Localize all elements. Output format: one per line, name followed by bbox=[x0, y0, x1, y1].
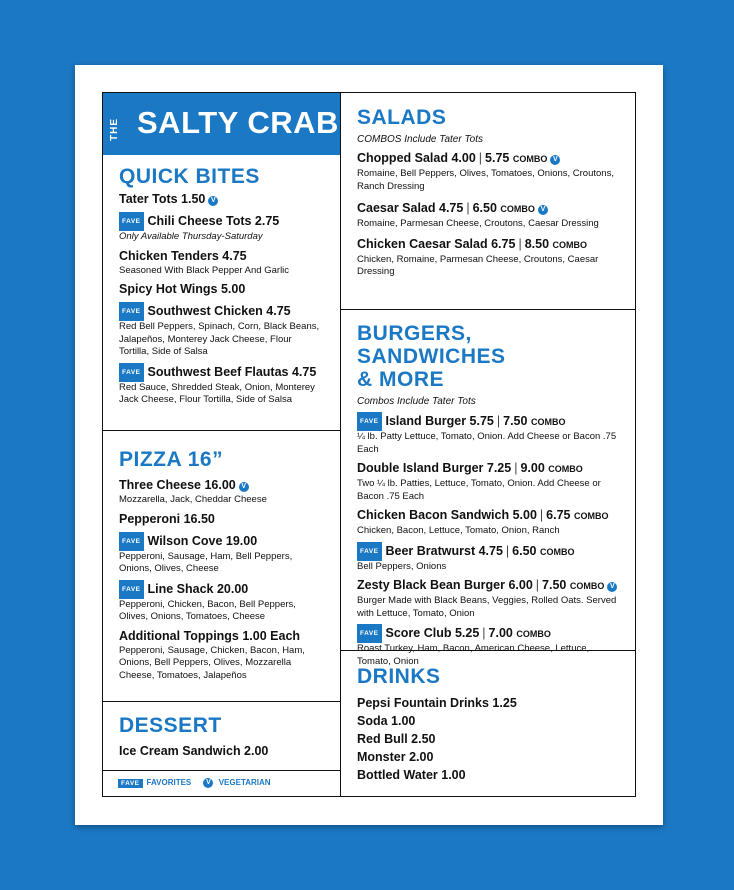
salads-note: COMBOS Include Tater Tots bbox=[357, 134, 483, 145]
menu-item bbox=[119, 511, 324, 528]
divider bbox=[103, 430, 340, 431]
separator: | bbox=[535, 578, 540, 592]
legend bbox=[118, 778, 271, 788]
item-desc: Pepperoni, Sausage, Ham, Bell Peppers, Onions, Olives, Cheese bbox=[119, 550, 293, 574]
item-desc: Romaine, Bell Peppers, Olives, Tomatoes, Onions, Croutons, Ranch Dressing bbox=[357, 168, 614, 192]
item-desc: Chicken, Romaine, Parmesan Cheese, Croutons, Caesar Dressing bbox=[357, 253, 599, 277]
legend-favorites: FAVORITES bbox=[146, 778, 192, 787]
item-desc: Two ¼ lb. Patties, Lettuce, Tomato, Onion. Add Cheese or Bacon .75 Each bbox=[357, 478, 601, 502]
fave-icon: FAVE bbox=[118, 779, 143, 788]
brand-the: THE bbox=[109, 118, 120, 141]
item-note: Only Available Thursday-Saturday bbox=[119, 231, 263, 242]
vegetarian-icon: V bbox=[208, 196, 218, 206]
menu-item bbox=[357, 507, 619, 538]
item-name: Chopped Salad 4.00 bbox=[357, 151, 476, 165]
item-name: Spicy Hot Wings 5.00 bbox=[119, 282, 246, 296]
menu-page bbox=[75, 65, 663, 825]
combo-label: COMBO bbox=[569, 581, 605, 591]
combo-price: 7.00 bbox=[488, 626, 513, 640]
dessert-section bbox=[103, 714, 340, 760]
item-desc: Red Sauce, Shredded Steak, Onion, Monterey Jack Cheese, Flour Tortilla, Side of Salsa bbox=[119, 381, 315, 405]
drink-item: Bottled Water 1.00 bbox=[357, 768, 466, 782]
combo-label: COMBO bbox=[548, 464, 583, 474]
menu-item bbox=[357, 624, 619, 668]
fave-icon: FAVE bbox=[119, 212, 144, 231]
fave-icon: FAVE bbox=[357, 542, 382, 561]
item-name: Double Island Burger 7.25 bbox=[357, 461, 512, 475]
item-desc: Mozzarella, Jack, Cheddar Cheese bbox=[119, 494, 267, 505]
item-name: Island Burger 5.75 bbox=[385, 414, 494, 428]
item-name: Ice Cream Sandwich 2.00 bbox=[119, 744, 269, 758]
fave-icon: FAVE bbox=[119, 580, 144, 599]
brand-banner bbox=[103, 93, 340, 155]
item-desc: Red Bell Peppers, Spinach, Corn, Black Beans, Jalapeños, Monterey Jack Cheese, Flour Tortilla, Side of Salsa bbox=[119, 321, 320, 357]
drinks-section bbox=[341, 665, 635, 784]
combo-label: COMBO bbox=[540, 546, 575, 557]
left-column bbox=[103, 93, 341, 796]
vegetarian-icon: V bbox=[550, 155, 560, 165]
item-name: Score Club 5.25 bbox=[385, 626, 480, 640]
menu-item bbox=[119, 628, 324, 683]
item-name: Zesty Black Bean Burger 6.00 bbox=[357, 578, 533, 592]
item-desc: ¼ lb. Patty Lettuce, Tomato, Onion. Add Cheese or Bacon .75 Each bbox=[357, 431, 617, 455]
menu-item bbox=[357, 412, 619, 456]
item-desc: Burger Made with Black Beans, Veggies, Rolled Oats. Served with Lettuce, Tomato, Onion bbox=[357, 595, 617, 619]
menu-item bbox=[119, 580, 324, 624]
item-desc: Chicken, Bacon, Lettuce, Tomato, Onion, Ranch bbox=[357, 525, 560, 536]
item-name: Wilson Cove 19.00 bbox=[147, 533, 258, 548]
burgers-title-line2: & MORE bbox=[357, 368, 444, 391]
item-desc: Romaine, Parmesan Cheese, Croutons, Caesar Dressing bbox=[357, 218, 599, 229]
right-column bbox=[341, 93, 635, 796]
menu-item bbox=[119, 532, 324, 576]
divider bbox=[341, 309, 635, 310]
item-name: Three Cheese 16.00 bbox=[119, 478, 236, 492]
quick-bites-title: QUICK BITES bbox=[119, 165, 260, 188]
item-name: Chili Cheese Tots 2.75 bbox=[147, 214, 280, 228]
menu-item bbox=[357, 542, 619, 574]
menu-item bbox=[119, 743, 324, 760]
separator: | bbox=[505, 543, 510, 558]
item-name: Chicken Tenders 4.75 bbox=[119, 248, 247, 263]
combo-label: COMBO bbox=[500, 204, 535, 214]
menu-item bbox=[119, 302, 324, 359]
drink-item: Monster 2.00 bbox=[357, 750, 434, 764]
item-name: Chicken Caesar Salad 6.75 bbox=[357, 236, 516, 251]
item-name: Tater Tots 1.50 bbox=[119, 192, 206, 206]
combo-price: 7.50 bbox=[503, 414, 528, 428]
menu-item bbox=[357, 236, 619, 279]
menu-frame bbox=[102, 92, 636, 797]
combo-label: COMBO bbox=[516, 629, 551, 639]
combo-price: 6.75 bbox=[546, 508, 571, 522]
vegetarian-icon: V bbox=[203, 778, 213, 788]
menu-item bbox=[119, 248, 324, 278]
menu-item bbox=[119, 477, 324, 507]
item-desc: Seasoned With Black Pepper And Garlic bbox=[119, 264, 290, 276]
divider bbox=[341, 650, 635, 651]
item-desc: Pepperoni, Chicken, Bacon, Bell Peppers, Olives, Onions, Tomatoes, Cheese bbox=[119, 598, 296, 622]
fave-icon: FAVE bbox=[357, 624, 382, 643]
drink-item: Pepsi Fountain Drinks 1.25 bbox=[357, 696, 517, 710]
item-name: Chicken Bacon Sandwich 5.00 bbox=[357, 508, 537, 522]
legend-vegetarian: VEGETARIAN bbox=[218, 778, 271, 787]
vegetarian-icon: V bbox=[239, 482, 249, 492]
vegetarian-icon: V bbox=[607, 582, 617, 592]
pizza-section bbox=[103, 448, 340, 682]
divider bbox=[103, 770, 340, 771]
separator: | bbox=[514, 461, 518, 475]
combo-price: 8.50 bbox=[524, 236, 550, 251]
combo-label: COMBO bbox=[574, 511, 609, 521]
item-name: Beer Bratwurst 4.75 bbox=[385, 543, 503, 558]
combo-label: COMBO bbox=[512, 154, 548, 164]
combo-label: COMBO bbox=[552, 239, 588, 250]
menu-item bbox=[119, 281, 324, 298]
pizza-title: PIZZA 16” bbox=[119, 448, 224, 471]
burgers-note: Combos Include Tater Tots bbox=[357, 396, 476, 407]
combo-price: 6.50 bbox=[472, 201, 497, 215]
menu-item bbox=[357, 577, 619, 620]
drinks-title: DRINKS bbox=[357, 665, 441, 688]
fave-icon: FAVE bbox=[119, 532, 144, 551]
separator: | bbox=[478, 151, 483, 165]
item-name: Southwest Chicken 4.75 bbox=[147, 304, 291, 318]
burgers-title-line1: BURGERS, SANDWICHES bbox=[357, 322, 506, 368]
quick-bites-section bbox=[103, 165, 340, 407]
burgers-section bbox=[341, 322, 635, 668]
drink-item: Soda 1.00 bbox=[357, 714, 416, 728]
vegetarian-icon: V bbox=[538, 205, 548, 215]
fave-icon: FAVE bbox=[357, 412, 382, 431]
brand-name: SALTY CRAB bbox=[137, 105, 339, 140]
separator: | bbox=[539, 508, 544, 522]
separator: | bbox=[482, 626, 486, 640]
dessert-title: DESSERT bbox=[119, 714, 222, 737]
item-desc: Pepperoni, Sausage, Chicken, Bacon, Ham, Onions, Bell Peppers, Olives, Mozzarella Cheese, Tomatoes, Jalapeños bbox=[119, 644, 305, 681]
combo-label: COMBO bbox=[530, 417, 566, 427]
menu-item bbox=[119, 191, 324, 208]
separator: | bbox=[466, 201, 470, 215]
combo-price: 7.50 bbox=[542, 578, 567, 592]
item-name: Southwest Beef Flautas 4.75 bbox=[147, 364, 317, 379]
menu-item bbox=[119, 363, 324, 407]
item-name: Pepperoni 16.50 bbox=[119, 511, 215, 526]
salads-section bbox=[341, 106, 635, 279]
separator: | bbox=[496, 414, 501, 428]
menu-item bbox=[357, 200, 619, 231]
item-name: Line Shack 20.00 bbox=[147, 581, 249, 596]
combo-price: 5.75 bbox=[485, 151, 510, 165]
combo-price: 9.00 bbox=[520, 461, 545, 475]
item-desc: Bell Peppers, Onions bbox=[357, 560, 447, 572]
combo-price: 6.50 bbox=[512, 543, 537, 558]
menu-item bbox=[357, 150, 619, 193]
drink-item: Red Bull 2.50 bbox=[357, 732, 436, 746]
item-name: Additional Toppings 1.00 Each bbox=[119, 628, 301, 643]
separator: | bbox=[518, 236, 522, 251]
menu-item bbox=[357, 460, 619, 503]
fave-icon: FAVE bbox=[119, 302, 144, 321]
item-name: Caesar Salad 4.75 bbox=[357, 201, 464, 215]
salads-title: SALADS bbox=[357, 106, 447, 129]
divider bbox=[103, 701, 340, 702]
fave-icon: FAVE bbox=[119, 363, 144, 382]
item-desc: Roast Turkey, Ham, Bacon, American Cheese, Lettuce, Tomato, Onion bbox=[357, 643, 590, 667]
menu-item bbox=[119, 212, 324, 244]
